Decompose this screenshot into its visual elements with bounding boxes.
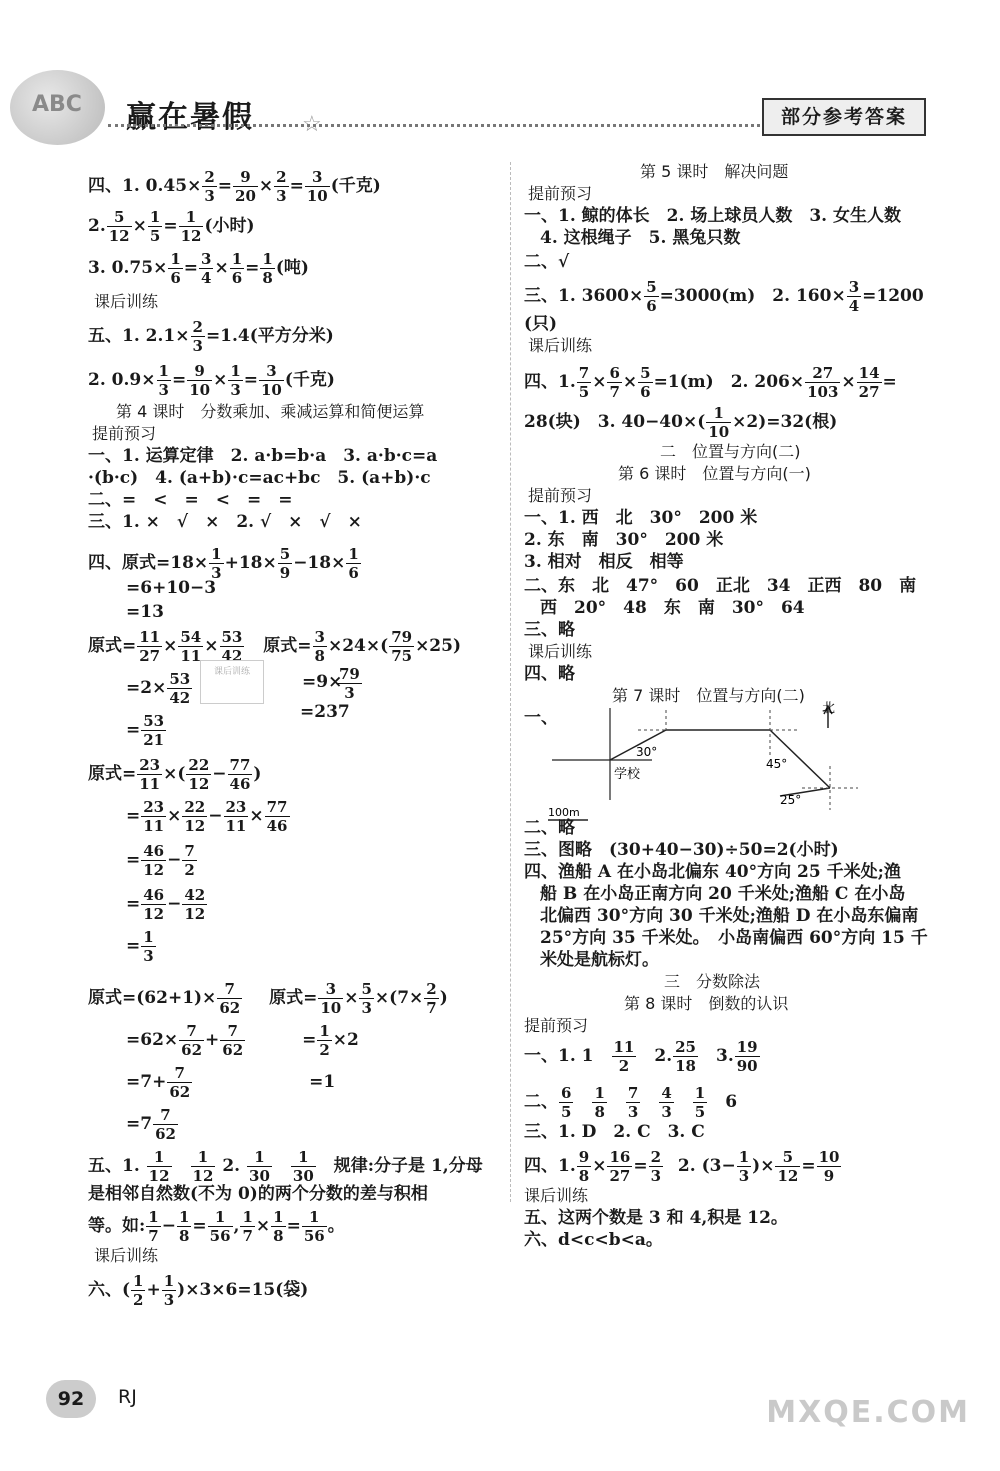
answer-line: 三、1. 3600× $\frac{5}{6}$ =3000(m) 2. 160× $\frac{3}{4}$ =1200 — [524, 278, 924, 315]
answer-line: 一、1. 1 $\frac{11}{2}$ 2. $\frac{25}{18}$ 3. $\frac{19}{90}$ — [524, 1038, 758, 1075]
subheading: 课后训练 — [94, 292, 159, 311]
answer-line: 三、略 — [524, 620, 575, 640]
answer-line: 四、渔船 A 在小岛北偏东 40°方向 25 千米处;渔 — [524, 862, 901, 882]
fraction: $\frac{3}{10}$ — [306, 168, 328, 205]
route-path — [610, 730, 830, 796]
answer-line: 船 B 在小岛正南方向 20 千米处;渔船 C 在小岛 — [540, 884, 906, 904]
answer-line: 二、东 北 47° 60 正北 34 正西 80 南 — [524, 576, 917, 596]
answer-line: = $\frac{1}{3}$ — [126, 928, 154, 965]
answer-line: =7 $\frac{7}{62}$ — [126, 1106, 176, 1143]
stamp-mark: 课后训练 — [200, 660, 264, 704]
answer-line: = $\frac{23}{11}$ × $\frac{22}{12}$ − $\frac{23}{11}$ × $\frac{77}{46}$ — [126, 798, 288, 835]
subheading: 提前预习 — [528, 184, 593, 203]
book-title: 赢在暑假 — [126, 100, 254, 135]
answer-line: 五、这两个数是 3 和 4,积是 12。 — [524, 1208, 788, 1228]
answer-line: = $\frac{46}{12}$ − $\frac{42}{12}$ — [126, 886, 206, 923]
answer-line: 3. 0.75× $\frac{1}{6}$ = $\frac{3}{4}$ × $\frac{1}{6}$ = $\frac{1}{8}$ (吨) — [88, 250, 309, 287]
answer-line: 四、略 — [524, 664, 575, 684]
unit-heading: 三 分数除法 — [664, 972, 761, 991]
column-divider — [510, 162, 511, 1202]
answer-line: 四、1. 0.45× $\frac{2}{3}$ = $\frac{9}{20}$ × $\frac{2}{3}$ = $\frac{3}{10}$ (千克) — [88, 168, 381, 205]
answer-line: 一、 — [524, 708, 558, 728]
answer-line: 六、d<c<b<a。 — [524, 1230, 663, 1250]
answer-line: 一、1. 鲸的体长 2. 场上球员人数 3. 女生人数 — [524, 206, 901, 226]
lesson-heading: 第 4 课时 分数乘加、乘减运算和简便运算 — [116, 402, 425, 421]
edition-label: RJ — [118, 1386, 137, 1408]
answer-line: 二、 $\frac{6}{5}$ $\frac{1}{8}$ $\frac{7}{3}$ $\frac{4}{3}$ $\frac{1}{5}$ 6 — [524, 1084, 738, 1121]
fraction: $\frac{2}{3}$ — [204, 168, 215, 205]
answer-line: 原式= $\frac{23}{11}$ ×( $\frac{22}{12}$ − $\frac{77}{46}$ ) — [88, 756, 262, 793]
answer-line: 三、图略 (30+40−30)÷50=2(小时) — [524, 840, 839, 860]
scale-label: 100m — [548, 806, 580, 819]
answer-line: 原式= $\frac{11}{27}$ × $\frac{54}{11}$ × $\frac{53}{42}$ 原式= $\frac{3}{8}$ ×24×( $\frac{79}{75}$ ×25) — [88, 628, 462, 665]
answer-line: 一、1. 西 北 30° 200 米 — [524, 508, 758, 528]
answer-line: 六、( $\frac{1}{2}$ + $\frac{1}{3}$ )×3×6=15(袋) — [88, 1272, 309, 1309]
answer-line: 四、1. $\frac{9}{8}$ × $\frac{16}{27}$ = $\frac{2}{3}$ 2. (3− $\frac{1}{3}$ )× $\frac{5}{12}$ = $\frac{10}{9}$ — [524, 1148, 840, 1185]
abc-logo — [10, 70, 105, 145]
angle-label: 30° — [636, 745, 658, 759]
angle-label: 45° — [766, 757, 788, 771]
section-label: 部分参考答案 — [762, 98, 926, 136]
answer-line: (只) — [524, 314, 558, 334]
answer-line: 二、略 — [524, 818, 575, 838]
answer-line: =13 — [126, 602, 164, 622]
answer-line: 北偏西 30°方向 30 千米处;渔船 D 在小岛东偏南 — [540, 906, 919, 926]
fraction: $\frac{9}{20}$ — [235, 168, 256, 205]
answer-line: 五、1. $\frac{1}{12}$ $\frac{1}{12}$ 2. $\frac{1}{30}$ $\frac{1}{30}$ 规律:分子是 1,分母 — [88, 1148, 483, 1185]
answer-line: 西 20° 48 东 南 30° 64 — [540, 598, 805, 618]
answer-line: 二、= < = < = = — [88, 490, 293, 510]
subheading: 提前预习 — [528, 486, 593, 505]
answer-line: 一、1. 运算定律 2. a·b=b·a 3. a·b·c=a — [88, 446, 438, 466]
reference-lines — [638, 710, 858, 810]
subheading: 课后训练 — [524, 1186, 589, 1205]
answer-line: =237 — [300, 702, 350, 722]
answer-line: 五、1. 2.1× $\frac{2}{3}$ =1.4(平方分米) — [88, 318, 334, 355]
route-map — [540, 700, 870, 830]
subheading: 课后训练 — [528, 642, 593, 661]
answer-line: =6+10−3 — [126, 578, 217, 598]
fraction: $\frac{2}{3}$ — [276, 168, 287, 205]
subheading: 课后训练 — [94, 1246, 159, 1265]
answer-line: =62× $\frac{7}{62}$ + $\frac{7}{62}$ = $\frac{1}{2}$ ×2 — [126, 1022, 359, 1059]
answer-line: ·(b·c) 4. (a+b)·c=ac+bc 5. (a+b)·c — [88, 468, 431, 488]
lesson-heading: 第 6 课时 位置与方向(一) — [618, 464, 811, 483]
answer-line: 米处是航标灯。 — [540, 950, 659, 970]
logo-text: ABC — [32, 92, 82, 117]
answer-line: = $\frac{53}{21}$ — [126, 712, 165, 749]
unit-heading: 二 位置与方向(二) — [660, 442, 801, 461]
school-label: 学校 — [614, 767, 641, 782]
north-label: 北 — [822, 701, 836, 716]
answer-line: 2. 0.9× $\frac{1}{3}$ = $\frac{9}{10}$ × $\frac{1}{3}$ = $\frac{3}{10}$ (千克) — [88, 362, 335, 399]
answer-line: 2. 东 南 30° 200 米 — [524, 530, 724, 550]
watermark: MXQE.COM — [766, 1395, 970, 1430]
answer-line: 三、1. × √ × 2. √ × √ × — [88, 512, 362, 532]
answer-line: 2. $\frac{5}{12}$ × $\frac{1}{5}$ = $\frac{1}{12}$ (小时) — [88, 208, 255, 245]
star-icon: ☆ — [302, 112, 322, 137]
answer-line: 4. 这根绳子 5. 黑兔只数 — [540, 228, 741, 248]
answer-line: =7+ $\frac{7}{62}$ =1 — [126, 1064, 336, 1101]
answer-line: 28(块) 3. 40−40×( $\frac{1}{10}$ ×2)=32(根) — [524, 404, 838, 441]
answer-line: 四、原式=18× $\frac{1}{3}$ +18× $\frac{5}{9}$ −18× $\frac{1}{6}$ — [88, 545, 359, 582]
answer-line: =2× $\frac{53}{42}$ =9× $\frac{79}{3}$ — [126, 665, 360, 707]
page-number: 92 — [46, 1380, 96, 1418]
angle-label: 25° — [780, 793, 802, 807]
lesson-heading: 第 5 课时 解决问题 — [640, 162, 789, 181]
subheading: 提前预习 — [92, 424, 157, 443]
answer-line: 三、1. D 2. C 3. C — [524, 1122, 705, 1142]
answer-line: = $\frac{46}{12}$ − $\frac{7}{2}$ — [126, 842, 195, 879]
answer-line: 四、1. $\frac{7}{5}$ × $\frac{6}{7}$ × $\frac{5}{6}$ =1(m) 2. 206× $\frac{27}{103}$ × $\frac{14}{27}$ = — [524, 364, 897, 401]
answer-line: 是相邻自然数(不为 0)的两个分数的差与积相 — [88, 1184, 428, 1204]
answer-line: 二、√ — [524, 252, 570, 272]
subheading: 提前预习 — [524, 1016, 589, 1035]
subheading: 课后训练 — [528, 336, 593, 355]
lesson-heading: 第 7 课时 位置与方向(二) — [612, 686, 805, 705]
answer-line: 3. 相对 相反 相等 — [524, 552, 684, 572]
answer-line: 25°方向 35 千米处。 小岛南偏西 60°方向 15 千 — [540, 928, 928, 948]
answer-line: 原式=(62+1)× $\frac{7}{62}$ 原式= $\frac{3}{10}$ × $\frac{5}{3}$ ×(7× $\frac{2}{7}$ ) — [88, 980, 448, 1017]
answer-line: 等。如: $\frac{1}{7}$ − $\frac{1}{8}$ = $\frac{1}{56}$ , $\frac{1}{7}$ × $\frac{1}{8}$ = $\frac{1}{56}$ 。 — [88, 1208, 345, 1245]
lesson-heading: 第 8 课时 倒数的认识 — [624, 994, 789, 1013]
